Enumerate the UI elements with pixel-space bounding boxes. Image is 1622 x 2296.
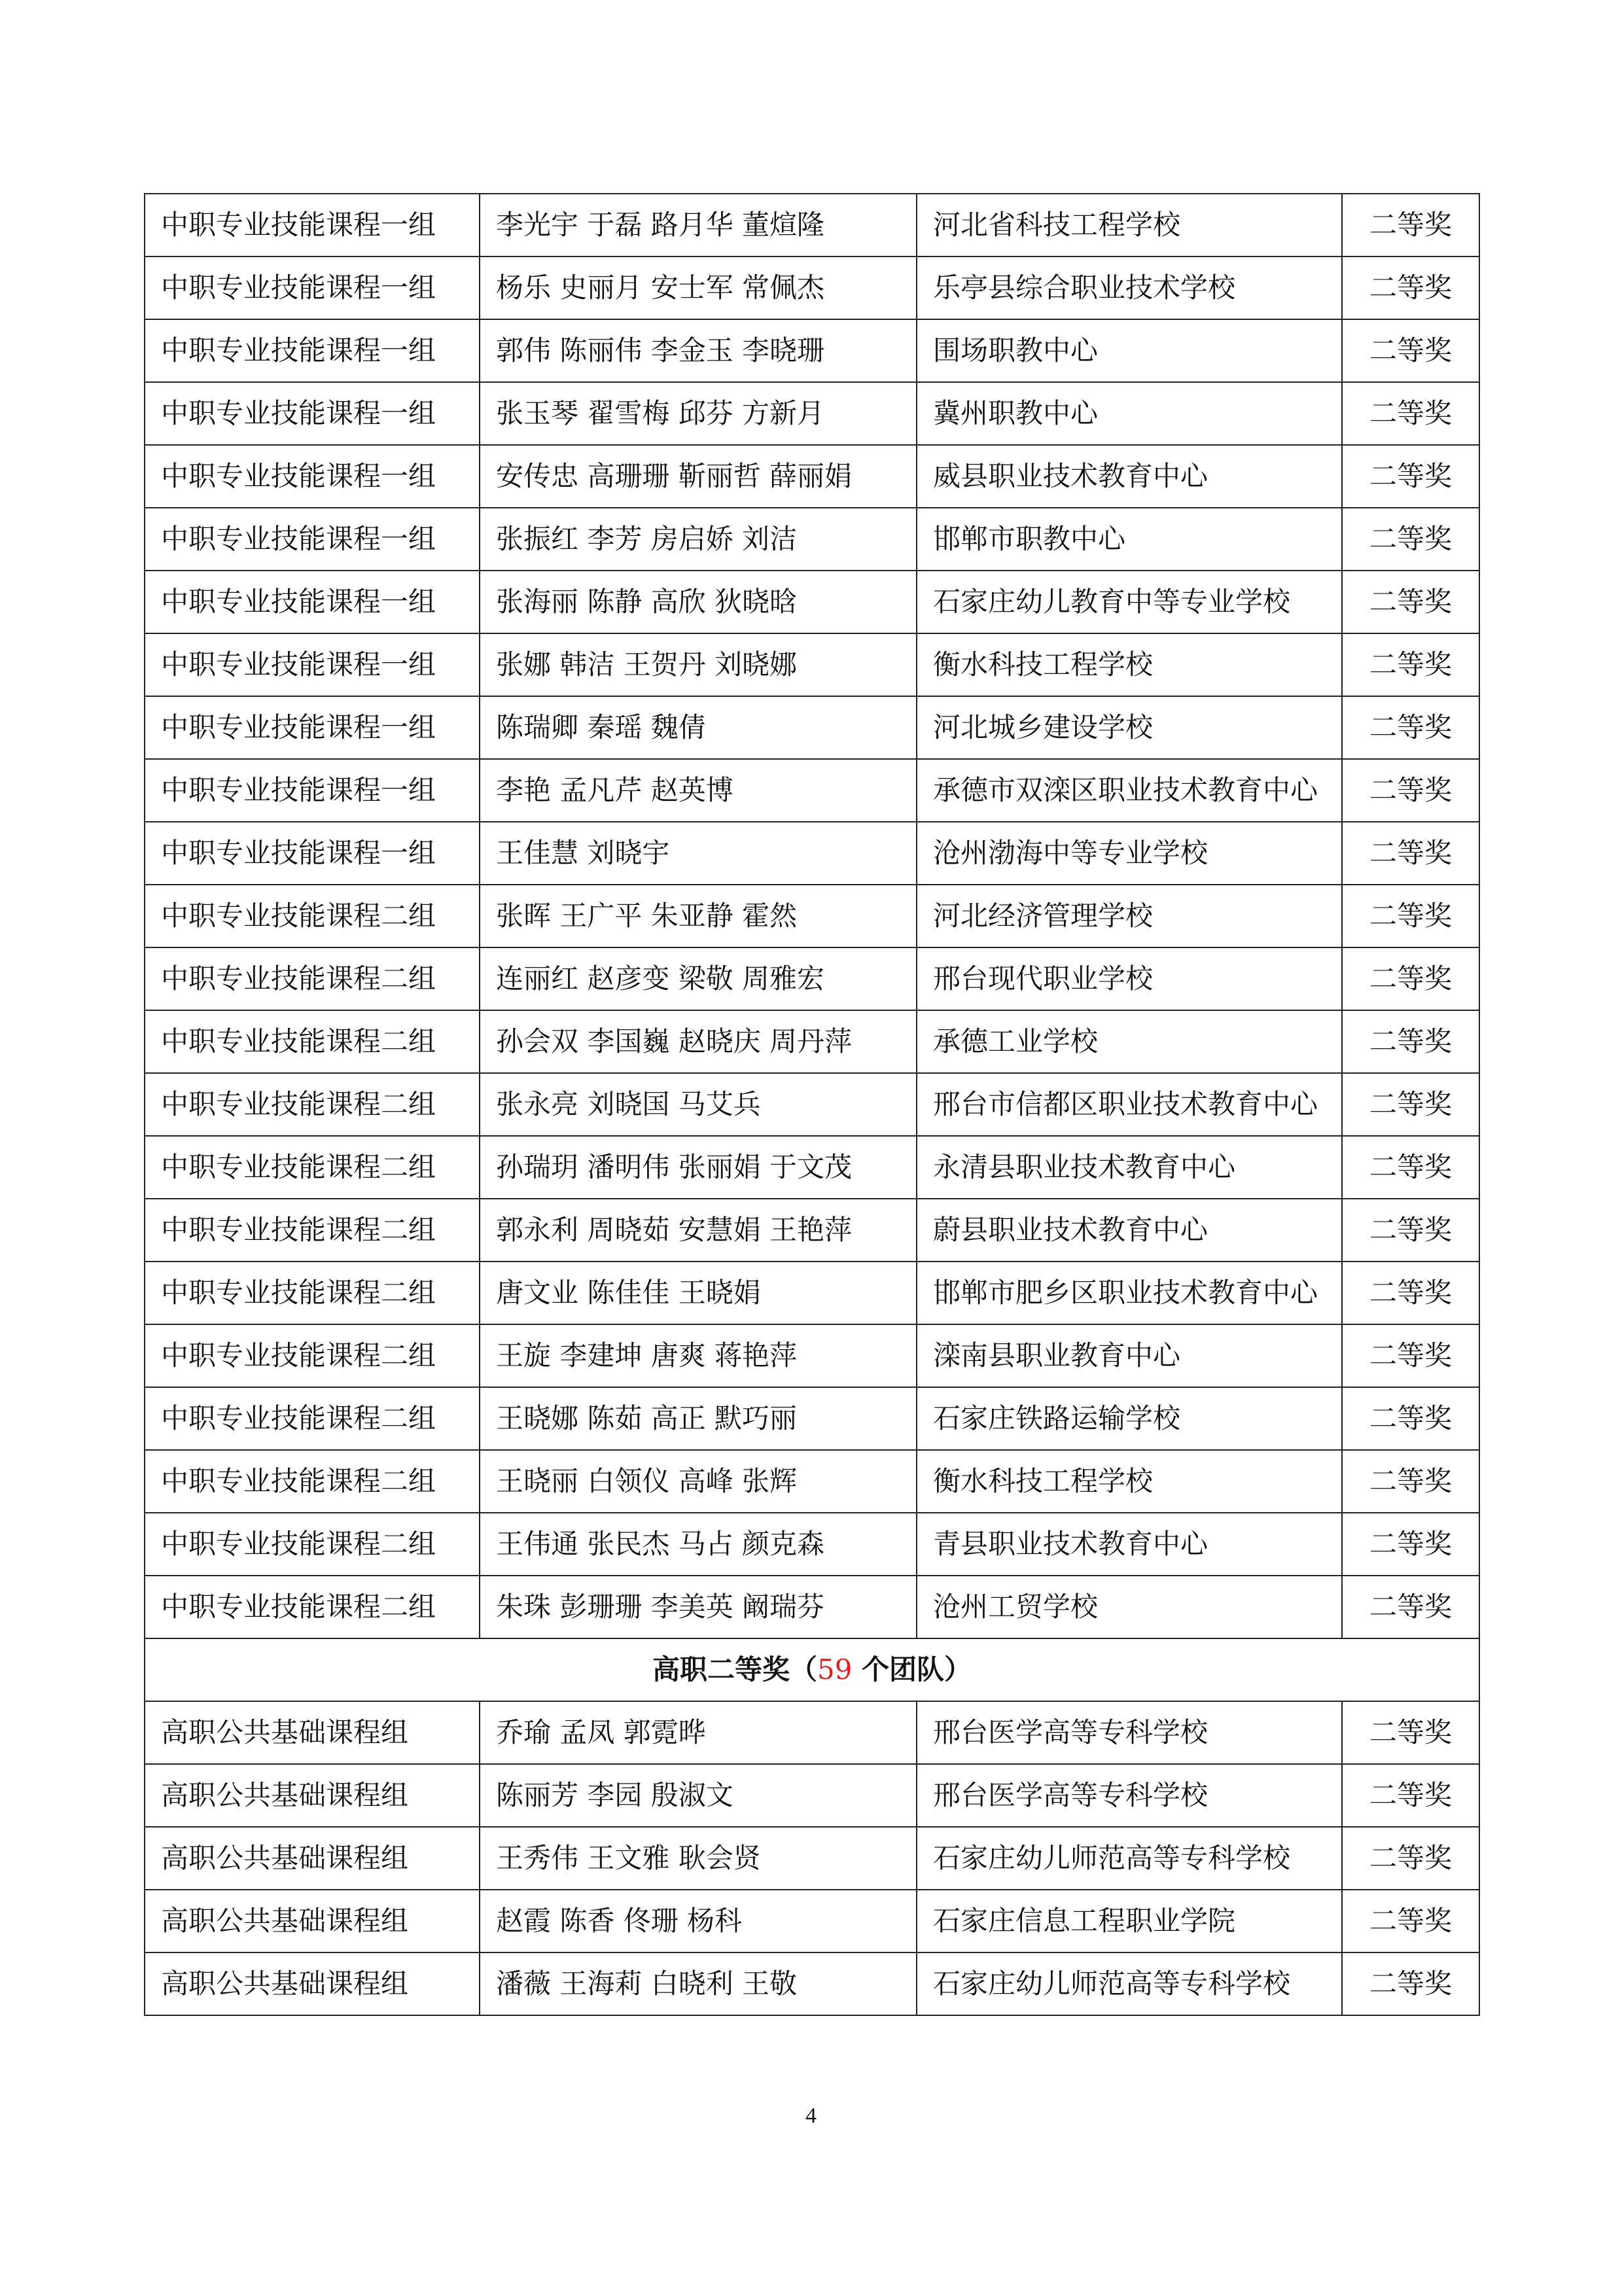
award-cell: 二等奖 xyxy=(1342,256,1479,319)
members-cell: 孙瑞玥 潘明伟 张丽娟 于文茂 xyxy=(480,1136,917,1199)
table-row xyxy=(145,256,1479,319)
award-cell: 二等奖 xyxy=(1342,1010,1479,1073)
members-cell: 王秀伟 王文雅 耿会贤 xyxy=(480,1827,917,1890)
members-cell: 王伟通 张民杰 马占 颜克森 xyxy=(480,1513,917,1576)
table-row xyxy=(145,1136,1479,1199)
table-row xyxy=(145,1387,1479,1450)
award-cell: 二等奖 xyxy=(1342,1952,1479,2015)
award-cell: 二等奖 xyxy=(1342,1827,1479,1890)
table-row xyxy=(145,1513,1479,1576)
table-row xyxy=(145,885,1479,947)
school-cell: 沧州渤海中等专业学校 xyxy=(917,822,1342,885)
award-cell: 二等奖 xyxy=(1342,885,1479,947)
award-cell: 二等奖 xyxy=(1342,1450,1479,1513)
group-cell: 中职专业技能课程二组 xyxy=(145,1262,480,1324)
school-cell: 沧州工贸学校 xyxy=(917,1576,1342,1638)
members-cell: 朱珠 彭珊珊 李美英 阚瑞芬 xyxy=(480,1576,917,1638)
school-cell: 滦南县职业教育中心 xyxy=(917,1324,1342,1387)
table-row xyxy=(145,508,1479,571)
award-cell: 二等奖 xyxy=(1342,508,1479,571)
group-cell: 中职专业技能课程二组 xyxy=(145,1576,480,1638)
award-cell: 二等奖 xyxy=(1342,633,1479,696)
group-cell: 中职专业技能课程一组 xyxy=(145,382,480,445)
award-table-body xyxy=(145,194,1479,2015)
school-cell: 威县职业技术教育中心 xyxy=(917,445,1342,508)
group-cell: 中职专业技能课程二组 xyxy=(145,1010,480,1073)
table-row xyxy=(145,1073,1479,1136)
members-cell: 潘薇 王海莉 白晓利 王敬 xyxy=(480,1952,917,2015)
members-cell: 郭伟 陈丽伟 李金玉 李晓珊 xyxy=(480,319,917,382)
award-cell: 二等奖 xyxy=(1342,1513,1479,1576)
table-row xyxy=(145,1262,1479,1324)
table-row xyxy=(145,1199,1479,1262)
members-cell: 安传忠 高珊珊 靳丽哲 薛丽娟 xyxy=(480,445,917,508)
award-cell: 二等奖 xyxy=(1342,1701,1479,1764)
school-cell: 冀州职教中心 xyxy=(917,382,1342,445)
group-cell: 中职专业技能课程一组 xyxy=(145,256,480,319)
table-row xyxy=(145,1890,1479,1952)
school-cell: 石家庄信息工程职业学院 xyxy=(917,1890,1342,1952)
page-number: 4 xyxy=(805,2104,817,2128)
table-row xyxy=(145,1576,1479,1638)
table-row xyxy=(145,1010,1479,1073)
award-cell: 二等奖 xyxy=(1342,319,1479,382)
members-cell: 王晓丽 白领仪 高峰 张辉 xyxy=(480,1450,917,1513)
members-cell: 赵霞 陈香 佟珊 杨科 xyxy=(480,1890,917,1952)
table-row xyxy=(145,947,1479,1010)
school-cell: 承德工业学校 xyxy=(917,1010,1342,1073)
group-cell: 中职专业技能课程二组 xyxy=(145,1073,480,1136)
school-cell: 邯郸市肥乡区职业技术教育中心 xyxy=(917,1262,1342,1324)
award-cell: 二等奖 xyxy=(1342,759,1479,822)
table-row xyxy=(145,571,1479,633)
group-cell: 中职专业技能课程二组 xyxy=(145,1450,480,1513)
members-cell: 陈丽芳 李园 殷淑文 xyxy=(480,1764,917,1827)
group-cell: 高职公共基础课程组 xyxy=(145,1952,480,2015)
table-row xyxy=(145,759,1479,822)
award-cell: 二等奖 xyxy=(1342,194,1479,256)
award-cell: 二等奖 xyxy=(1342,1136,1479,1199)
school-cell: 河北城乡建设学校 xyxy=(917,696,1342,759)
members-cell: 王佳慧 刘晓宇 xyxy=(480,822,917,885)
members-cell: 孙会双 李国巍 赵晓庆 周丹萍 xyxy=(480,1010,917,1073)
group-cell: 高职公共基础课程组 xyxy=(145,1764,480,1827)
table-row xyxy=(145,633,1479,696)
table-row xyxy=(145,1952,1479,2015)
school-cell: 石家庄铁路运输学校 xyxy=(917,1387,1342,1450)
section-header-count: 59 xyxy=(817,1653,853,1686)
group-cell: 中职专业技能课程二组 xyxy=(145,1387,480,1450)
school-cell: 承德市双滦区职业技术教育中心 xyxy=(917,759,1342,822)
school-cell: 河北经济管理学校 xyxy=(917,885,1342,947)
group-cell: 中职专业技能课程二组 xyxy=(145,1324,480,1387)
table-row xyxy=(145,1324,1479,1387)
school-cell: 围场职教中心 xyxy=(917,319,1342,382)
award-cell: 二等奖 xyxy=(1342,382,1479,445)
award-cell: 二等奖 xyxy=(1342,1199,1479,1262)
members-cell: 张海丽 陈静 高欣 狄晓晗 xyxy=(480,571,917,633)
school-cell: 石家庄幼儿师范高等专科学校 xyxy=(917,1827,1342,1890)
table-row xyxy=(145,1701,1479,1764)
group-cell: 中职专业技能课程一组 xyxy=(145,696,480,759)
school-cell: 邯郸市职教中心 xyxy=(917,508,1342,571)
table-row xyxy=(145,696,1479,759)
school-cell: 石家庄幼儿师范高等专科学校 xyxy=(917,1952,1342,2015)
table-row xyxy=(145,1764,1479,1827)
members-cell: 王晓娜 陈茹 高正 默巧丽 xyxy=(480,1387,917,1450)
group-cell: 中职专业技能课程一组 xyxy=(145,633,480,696)
group-cell: 中职专业技能课程二组 xyxy=(145,947,480,1010)
school-cell: 青县职业技术教育中心 xyxy=(917,1513,1342,1576)
school-cell: 衡水科技工程学校 xyxy=(917,633,1342,696)
group-cell: 高职公共基础课程组 xyxy=(145,1890,480,1952)
school-cell: 邢台现代职业学校 xyxy=(917,947,1342,1010)
school-cell: 邢台医学高等专科学校 xyxy=(917,1701,1342,1764)
members-cell: 连丽红 赵彦变 梁敬 周雅宏 xyxy=(480,947,917,1010)
table-row xyxy=(145,194,1479,256)
group-cell: 中职专业技能课程二组 xyxy=(145,1199,480,1262)
members-cell: 郭永利 周晓茹 安慧娟 王艳萍 xyxy=(480,1199,917,1262)
table-row xyxy=(145,445,1479,508)
award-cell: 二等奖 xyxy=(1342,1890,1479,1952)
school-cell: 衡水科技工程学校 xyxy=(917,1450,1342,1513)
section-header-suffix: 个团队） xyxy=(852,1653,972,1686)
table-row xyxy=(145,1450,1479,1513)
section-header-prefix: 高职二等奖（ xyxy=(652,1653,817,1686)
group-cell: 中职专业技能课程一组 xyxy=(145,759,480,822)
award-cell: 二等奖 xyxy=(1342,1324,1479,1387)
members-cell: 李艳 孟凡芹 赵英博 xyxy=(480,759,917,822)
group-cell: 中职专业技能课程二组 xyxy=(145,1513,480,1576)
award-cell: 二等奖 xyxy=(1342,1073,1479,1136)
members-cell: 张永亮 刘晓国 马艾兵 xyxy=(480,1073,917,1136)
section-header-cell xyxy=(145,1638,1479,1701)
school-cell: 永清县职业技术教育中心 xyxy=(917,1136,1342,1199)
award-cell: 二等奖 xyxy=(1342,445,1479,508)
school-cell: 蔚县职业技术教育中心 xyxy=(917,1199,1342,1262)
school-cell: 邢台市信都区职业技术教育中心 xyxy=(917,1073,1342,1136)
school-cell: 河北省科技工程学校 xyxy=(917,194,1342,256)
group-cell: 中职专业技能课程一组 xyxy=(145,571,480,633)
group-cell: 高职公共基础课程组 xyxy=(145,1827,480,1890)
award-cell: 二等奖 xyxy=(1342,1576,1479,1638)
members-cell: 乔瑜 孟凤 郭霓晔 xyxy=(480,1701,917,1764)
award-cell: 二等奖 xyxy=(1342,696,1479,759)
members-cell: 张晖 王广平 朱亚静 霍然 xyxy=(480,885,917,947)
group-cell: 高职公共基础课程组 xyxy=(145,1701,480,1764)
group-cell: 中职专业技能课程一组 xyxy=(145,445,480,508)
members-cell: 李光宇 于磊 路月华 董煊隆 xyxy=(480,194,917,256)
school-cell: 乐亭县综合职业技术学校 xyxy=(917,256,1342,319)
members-cell: 杨乐 史丽月 安士军 常佩杰 xyxy=(480,256,917,319)
table-row xyxy=(145,1827,1479,1890)
group-cell: 中职专业技能课程二组 xyxy=(145,1136,480,1199)
award-cell: 二等奖 xyxy=(1342,1387,1479,1450)
award-cell: 二等奖 xyxy=(1342,1262,1479,1324)
group-cell: 中职专业技能课程一组 xyxy=(145,319,480,382)
award-cell: 二等奖 xyxy=(1342,1764,1479,1827)
group-cell: 中职专业技能课程一组 xyxy=(145,194,480,256)
members-cell: 张娜 韩洁 王贺丹 刘晓娜 xyxy=(480,633,917,696)
table-row xyxy=(145,382,1479,445)
group-cell: 中职专业技能课程一组 xyxy=(145,508,480,571)
group-cell: 中职专业技能课程二组 xyxy=(145,885,480,947)
group-cell: 中职专业技能课程一组 xyxy=(145,822,480,885)
award-table xyxy=(144,193,1480,2016)
award-cell: 二等奖 xyxy=(1342,947,1479,1010)
members-cell: 张振红 李芳 房启娇 刘洁 xyxy=(480,508,917,571)
table-row xyxy=(145,822,1479,885)
members-cell: 唐文业 陈佳佳 王晓娟 xyxy=(480,1262,917,1324)
members-cell: 陈瑞卿 秦瑶 魏倩 xyxy=(480,696,917,759)
award-cell: 二等奖 xyxy=(1342,822,1479,885)
members-cell: 张玉琴 翟雪梅 邱芬 方新月 xyxy=(480,382,917,445)
school-cell: 石家庄幼儿教育中等专业学校 xyxy=(917,571,1342,633)
award-cell: 二等奖 xyxy=(1342,571,1479,633)
section-header-row xyxy=(145,1638,1479,1701)
members-cell: 王旋 李建坤 唐爽 蒋艳萍 xyxy=(480,1324,917,1387)
school-cell: 邢台医学高等专科学校 xyxy=(917,1764,1342,1827)
table-row xyxy=(145,319,1479,382)
